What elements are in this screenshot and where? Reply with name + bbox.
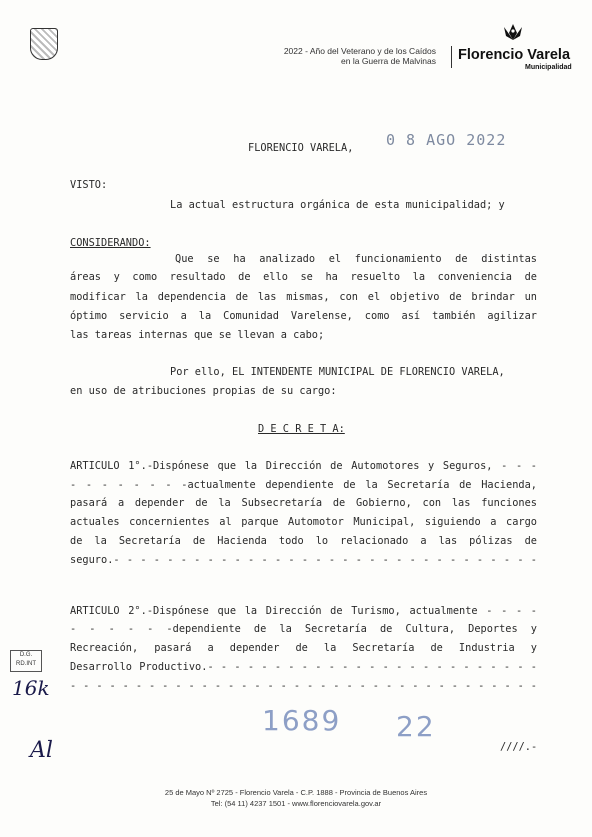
registry-stamp-line1: D.G. bbox=[19, 652, 33, 658]
year-motto-line2: en la Guerra de Malvinas bbox=[341, 56, 436, 66]
flower-logo-icon bbox=[500, 22, 526, 42]
date-stamp: 0 8 AGO 2022 bbox=[386, 131, 507, 149]
considerando-line: las tareas internas que se llevan a cabo; bbox=[70, 329, 325, 341]
logo-name: Florencio Varela bbox=[458, 47, 571, 63]
considerando-line: modificar la dependencia de las mismas, con el objetivo de brindar un bbox=[70, 291, 537, 303]
footer-contact: Tel: (54 11) 4237 1501 - www.florenciovarela.gov.ar bbox=[210, 799, 382, 808]
articulo2-line: - - - - - -dependiente de la Secretaría de Cultura, Deportes y bbox=[70, 623, 537, 635]
header-divider bbox=[451, 46, 452, 68]
articulo1-line: ARTICULO 1°.-Dispónese que la Dirección de Automotores y Seguros, - - - bbox=[70, 460, 537, 472]
logo-subtitle: Municipalidad bbox=[525, 64, 572, 71]
articulo2-line: Desarrollo Productivo.- - - - - - - - - - - - - - - - - - - - - - - - - bbox=[70, 661, 537, 673]
articulo1-line: de la Secretaría de Hacienda todo lo relacionado a las pólizas de bbox=[70, 535, 537, 547]
year-motto bbox=[216, 46, 436, 66]
articulo2-line: ARTICULO 2°.-Dispónese que la Dirección de Turismo, actualmente - - - - bbox=[70, 605, 537, 617]
decreta-label: D E C R E T A: bbox=[258, 423, 345, 435]
articulo1-line: pasará a depender de la Subsecretaría de Gobierno, con las funciones bbox=[70, 497, 537, 509]
decree-year: 22 bbox=[396, 710, 436, 743]
articulo1-line: - - - - - - - -actualmente dependiente de la Secretaría de Hacienda, bbox=[70, 479, 537, 491]
continuation-mark: ////.- bbox=[500, 741, 538, 753]
considerando-line: Que se ha analizado el funcionamiento de distintas bbox=[175, 253, 537, 265]
considerando-label: CONSIDERANDO: bbox=[70, 237, 151, 249]
por-ello-line: en uso de atribuciones propias de su cargo: bbox=[70, 385, 337, 397]
por-ello-line: Por ello, EL INTENDENTE MUNICIPAL DE FLORENCIO VARELA, bbox=[170, 366, 505, 378]
registry-stamp-line2: RD.INT bbox=[16, 661, 36, 667]
registry-stamp-box bbox=[10, 650, 42, 672]
year-motto-line1: 2022 - Año del Veterano y de los Caídos bbox=[283, 46, 436, 56]
considerando-line: óptimo servicio a la Comunidad Varelense, como así también agilizar bbox=[70, 310, 537, 322]
decree-number: 1689 bbox=[262, 704, 342, 737]
municipal-crest-icon bbox=[30, 28, 58, 60]
place-label: FLORENCIO VARELA, bbox=[248, 142, 354, 154]
articulo2-line: - - - - - - - - - - - - - - - - - - - - - - - - - - - - - - - - - - - - bbox=[70, 680, 537, 692]
articulo1-line: seguro.- - - - - - - - - - - - - - - - - - - - - - - - - - - - - - - - bbox=[70, 554, 537, 566]
footer-address: 25 de Mayo Nº 2725 - Florencio Varela - C.P. 1888 - Provincia de Buenos Aires bbox=[164, 788, 428, 797]
articulo1-line: actuales concernientes al parque Automotor Municipal, siguiendo a cargo bbox=[70, 516, 537, 528]
visto-text: La actual estructura orgánica de esta municipalidad; y bbox=[170, 199, 505, 211]
handwritten-initials: 16k bbox=[12, 676, 50, 700]
articulo2-line: Recreación, pasará a depender de la Secretaría de Industria y bbox=[70, 642, 537, 654]
handwritten-signature: Al bbox=[30, 738, 53, 763]
considerando-line: áreas y como resultado de ello se ha resuelto la conveniencia de bbox=[70, 271, 537, 283]
visto-label: VISTO: bbox=[70, 179, 108, 191]
